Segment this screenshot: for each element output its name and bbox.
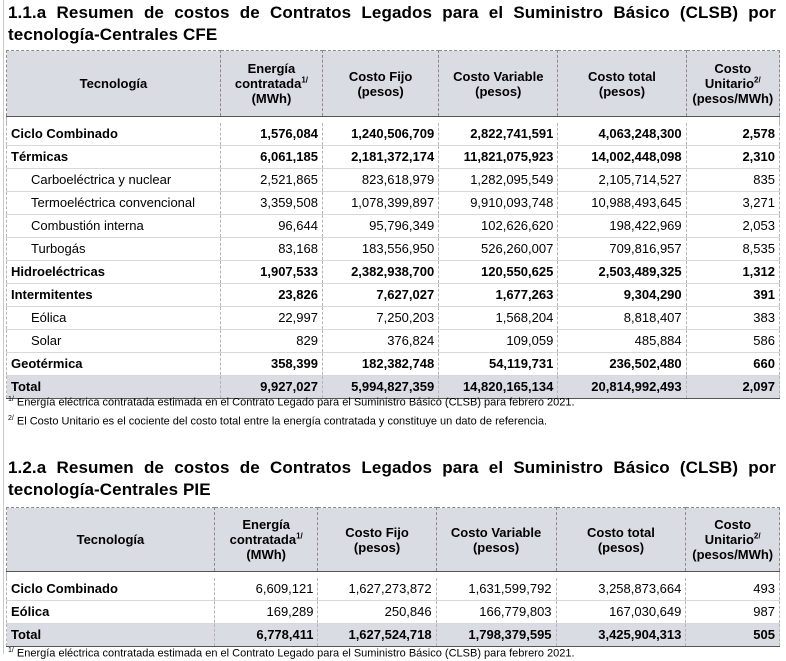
row-costo-total: 167,030,649 [556,601,686,624]
header-tecnologia: Tecnología [7,51,221,117]
row-costo-variable: 1,677,263 [439,284,558,307]
row-name: Solar [7,330,221,353]
row-energia: 96,644 [220,215,322,238]
table-row [7,330,780,353]
row-costo-fijo: 182,382,748 [322,353,438,376]
row-costo-unitario: 383 [686,307,779,330]
page-left-rule [3,0,4,654]
row-costo-fijo: 183,556,950 [322,238,438,261]
header-energia: Energía contratada$^{1/}$ (MWh) [220,51,322,117]
row-name: Total [7,376,221,399]
row-costo-unitario: 3,271 [686,192,779,215]
row-energia: 169,289 [214,601,318,624]
row-costo-variable: 166,779,803 [436,601,556,624]
row-costo-fijo: 250,846 [318,601,436,624]
row-costo-unitario: 8,535 [686,238,779,261]
row-energia: 358,399 [220,353,322,376]
row-costo-fijo: 1,627,273,872 [318,578,436,601]
row-name: Ciclo Combinado [7,123,221,146]
row-name: Eólica [7,601,215,624]
row-costo-fijo: 7,627,027 [322,284,438,307]
footnote-1: $^{1/}$ Energía eléctrica contratada estimada en el Contrato Legado para el Suministro Básico (CLSB) para febrero 2021. [8,396,575,409]
cfe-cost-table [6,50,780,399]
row-name: Combustión interna [7,215,221,238]
row-costo-fijo: 1,240,506,709 [322,123,438,146]
table-row [7,284,780,307]
section-2-title: 1.2.a Resumen de costos de Contratos Legados para el Suministro Básico (CLSB) por tecnología-Centrales PIE [8,458,776,499]
row-costo-total: 9,304,290 [558,284,686,307]
section-1-title: 1.1.a Resumen de costos de Contratos Legados para el Suministro Básico (CLSB) por tecnología-Centrales CFE [8,3,776,44]
row-costo-variable: 1,568,204 [439,307,558,330]
row-name: Ciclo Combinado [7,578,215,601]
row-costo-variable: 2,822,741,591 [439,123,558,146]
row-costo-fijo: 2,382,938,700 [322,261,438,284]
row-costo-unitario: 586 [686,330,779,353]
table-row [7,215,780,238]
row-costo-variable: 54,119,731 [439,353,558,376]
table-row [7,578,780,601]
row-energia: 6,061,185 [220,146,322,169]
row-name: Turbogás [7,238,221,261]
row-costo-variable: 1,282,095,549 [439,169,558,192]
row-costo-unitario: 1,312 [686,261,779,284]
row-costo-variable: 120,550,625 [439,261,558,284]
header-costo-unitario: Costo Unitario$^{2/}$ (pesos/MWh) [686,51,779,117]
row-costo-variable: 526,260,007 [439,238,558,261]
row-costo-total: 3,425,904,313 [556,624,686,647]
footnote-pie-1: $^{1/}$ Energía eléctrica contratada estimada en el Contrato Legado para el Suministro Básico (CLSB) para febrero 2021. [8,647,575,660]
header-tecnologia: Tecnología [7,508,215,572]
row-name: Total [7,624,215,647]
row-costo-total: 2,503,489,325 [558,261,686,284]
row-costo-fijo: 376,824 [322,330,438,353]
row-costo-unitario: 660 [686,353,779,376]
row-costo-unitario: 2,310 [686,146,779,169]
row-energia: 1,907,533 [220,261,322,284]
row-costo-total: 485,884 [558,330,686,353]
table-row [7,307,780,330]
row-name: Termoeléctrica convencional [7,192,221,215]
row-costo-variable: 9,910,093,748 [439,192,558,215]
table-row [7,353,780,376]
table-header-row [7,51,780,117]
row-costo-variable: 109,059 [439,330,558,353]
row-energia: 9,927,027 [220,376,322,399]
row-name: Carboeléctrica y nuclear [7,169,221,192]
row-energia: 23,826 [220,284,322,307]
row-costo-fijo: 823,618,979 [322,169,438,192]
footnote-2: $^{2/}$ El Costo Unitario es el cociente del costo total entre la energía contratada y constituye un dato de referencia. [8,415,548,428]
row-energia: 3,359,508 [220,192,322,215]
row-costo-total: 10,988,493,645 [558,192,686,215]
row-costo-fijo: 7,250,203 [322,307,438,330]
header-costo-fijo: Costo Fijo (pesos) [318,508,436,572]
row-energia: 6,778,411 [214,624,318,647]
row-name: Hidroeléctricas [7,261,221,284]
header-costo-fijo: Costo Fijo (pesos) [322,51,438,117]
table-row [7,146,780,169]
row-costo-total: 20,814,992,493 [558,376,686,399]
row-costo-total: 3,258,873,664 [556,578,686,601]
row-costo-unitario: 493 [686,578,780,601]
row-costo-total: 4,063,248,300 [558,123,686,146]
table-row [7,123,780,146]
header-costo-variable: Costo Variable (pesos) [436,508,556,572]
row-costo-total: 14,002,448,098 [558,146,686,169]
row-energia: 2,521,865 [220,169,322,192]
row-costo-total: 198,422,969 [558,215,686,238]
table-row [7,261,780,284]
row-energia: 829 [220,330,322,353]
row-costo-total: 8,818,407 [558,307,686,330]
table-row [7,238,780,261]
header-costo-variable: Costo Variable (pesos) [439,51,558,117]
header-energia: Energía contratada$^{1/}$ (MWh) [214,508,318,572]
row-name: Geotérmica [7,353,221,376]
row-costo-variable: 1,631,599,792 [436,578,556,601]
row-costo-fijo: 5,994,827,359 [322,376,438,399]
row-costo-total: 2,105,714,527 [558,169,686,192]
row-name: Eólica [7,307,221,330]
row-costo-variable: 102,626,620 [439,215,558,238]
row-energia: 22,997 [220,307,322,330]
row-costo-unitario: 505 [686,624,780,647]
row-costo-variable: 14,820,165,134 [439,376,558,399]
pie-cost-table [6,507,780,647]
header-costo-total: Costo total (pesos) [556,508,686,572]
table-row [7,169,780,192]
header-costo-total: Costo total (pesos) [558,51,686,117]
row-costo-unitario: 391 [686,284,779,307]
row-costo-unitario: 987 [686,601,780,624]
row-costo-unitario: 2,097 [686,376,779,399]
row-energia: 1,576,084 [220,123,322,146]
row-energia: 6,609,121 [214,578,318,601]
table-row [7,192,780,215]
row-costo-fijo: 2,181,372,174 [322,146,438,169]
row-energia: 83,168 [220,238,322,261]
row-costo-total: 709,816,957 [558,238,686,261]
row-costo-unitario: 2,053 [686,215,779,238]
row-costo-total: 236,502,480 [558,353,686,376]
table-row [7,601,780,624]
row-name: Térmicas [7,146,221,169]
row-name: Intermitentes [7,284,221,307]
row-costo-fijo: 95,796,349 [322,215,438,238]
row-costo-unitario: 835 [686,169,779,192]
row-costo-fijo: 1,078,399,897 [322,192,438,215]
row-costo-variable: 1,798,379,595 [436,624,556,647]
header-costo-unitario: Costo Unitario$^{2/}$ (pesos/MWh) [686,508,780,572]
table-header-row [7,508,780,572]
row-costo-fijo: 1,627,524,718 [318,624,436,647]
row-costo-unitario: 2,578 [686,123,779,146]
row-costo-variable: 11,821,075,923 [439,146,558,169]
